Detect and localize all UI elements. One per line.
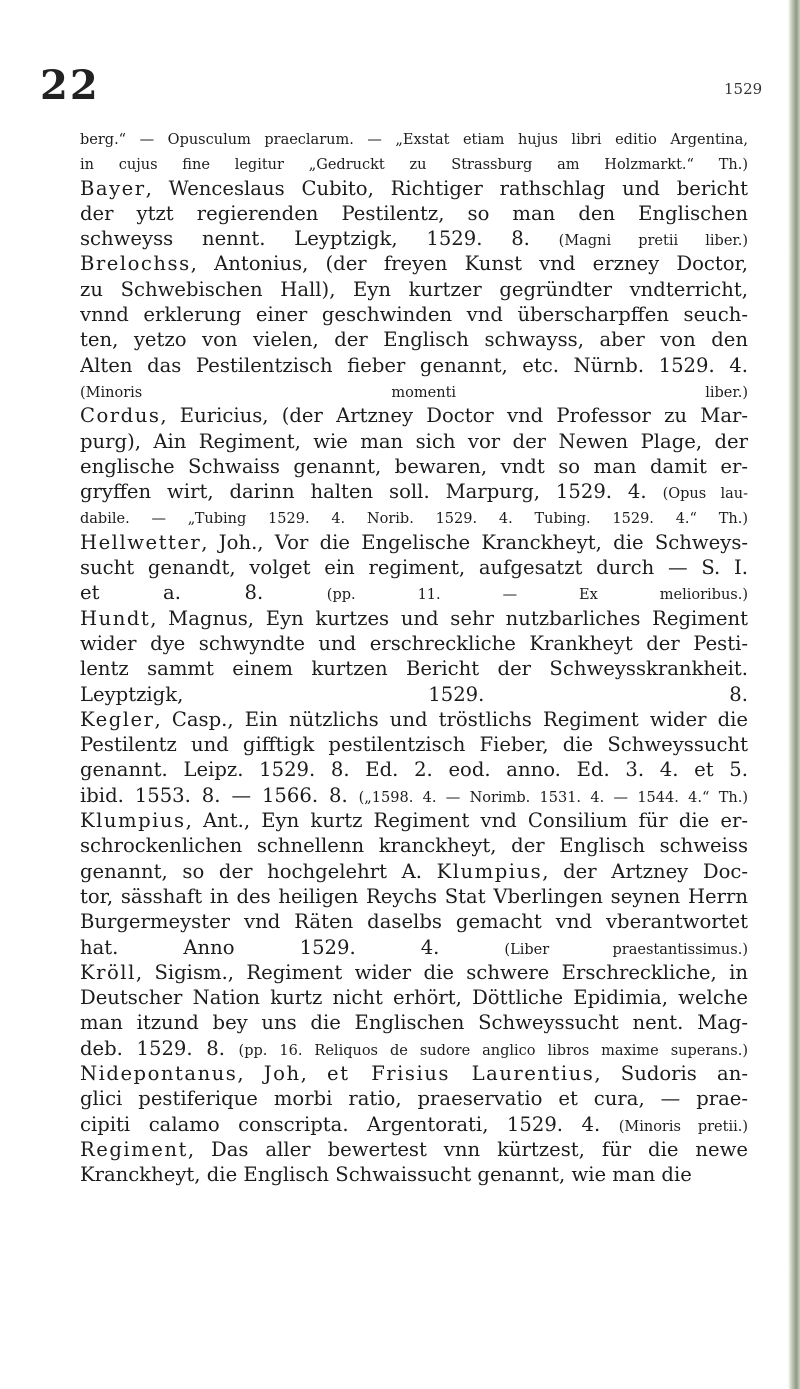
text-line: [80, 176, 748, 201]
author-name: Klumpius: [436, 859, 543, 883]
entry-text: englische Schwaiss genannt, bewaren, vndt so man damit er-: [80, 454, 748, 478]
entry-text: ,: [237, 1061, 264, 1085]
entry-text: der ytzt regierenden Pestilentz, so man den Englischen: [80, 201, 748, 225]
text-line: [80, 757, 748, 782]
text-line: [80, 606, 748, 631]
text-line: [80, 682, 748, 707]
annotation-text: (pp. 16. Reliquos de sudore anglico libros maxime superans.): [238, 1042, 748, 1059]
text-line: [80, 1086, 748, 1111]
text-line: [80, 201, 748, 226]
text-line: [80, 277, 748, 302]
page-edge-shadow: [788, 0, 800, 1389]
annotation-text: (Opus lau-: [662, 486, 748, 503]
entry-text: et a. 8.: [80, 581, 327, 605]
entry-text: wider dye schwyndte und erschreckliche Krankheyt der Pesti-: [80, 631, 748, 655]
annotation-text: berg.“ — Opusculum praeclarum. — „Exstat etiam hujus libri editio Argentina,: [80, 132, 748, 148]
text-line: [80, 479, 748, 504]
entry-text: , Euricius, (der Artzney Doctor vnd Professor zu Mar-: [160, 404, 748, 428]
entry-text: , Casp., Ein nützlichs und tröstlichs Regiment wider die: [154, 707, 748, 731]
text-line: [80, 1137, 748, 1162]
text-line: [80, 631, 748, 656]
entry-text: , Das aller bewertest vnn kürtzest, für die newe: [187, 1137, 748, 1161]
text-line: [80, 859, 748, 884]
text-line: [80, 504, 748, 529]
entry-text: Burgermeyster vnd Räten daselbs gemacht vnd vberantwortet: [80, 910, 748, 934]
annotation-text: („1598. 4. — Norimb. 1531. 4. — 1544. 4.“ Th.): [358, 789, 748, 806]
entry-text: , Antonius, (der freyen Kunst vnd erzney Doctor,: [190, 252, 748, 276]
entry-text: glici pestiferique morbi ratio, praeservatio et cura, — prae-: [80, 1087, 748, 1111]
entry-text: ,: [300, 1061, 328, 1085]
entry-text: tor, sässhaft in des heiligen Reychs Stat Vberlingen seynen Herrn: [80, 884, 748, 908]
entry-text: man itzund bey uns die Englischen Schweyssucht nent. Mag-: [80, 1011, 748, 1035]
entry-text: , Wenceslaus Cubito, Richtiger rathschlag und bericht: [145, 176, 748, 200]
text-line: [80, 327, 748, 352]
author-name: Klumpius: [80, 809, 186, 833]
author-name: Regiment: [80, 1137, 188, 1161]
text-line: [80, 429, 748, 454]
annotation-text: dabile. — „Tubing 1529. 4. Norib. 1529. 4. Tubing. 1529. 4.“ Th.): [80, 511, 748, 528]
text-line: [80, 884, 748, 909]
text-line: [80, 1036, 748, 1061]
text-line: [80, 1061, 748, 1086]
entry-text: , Joh., Vor die Engelische Kranckheyt, die Schweys-: [201, 530, 748, 554]
annotation-text: in cujus fine legitur „Gedruckt zu Strassburg am Holzmarkt.“ Th.): [80, 157, 748, 174]
author-name: Nidepontanus: [80, 1061, 238, 1085]
entry-text: cipiti calamo conscripta. Argentorati, 1529. 4.: [80, 1112, 619, 1136]
annotation-text: (pp. 11. — Ex melioribus.): [326, 587, 748, 604]
text-line: [80, 732, 748, 757]
author-name: Kegler: [80, 707, 155, 731]
annotation-text: (Minoris momenti liber.): [80, 384, 748, 401]
text-line: [80, 302, 748, 327]
entry-text: vnnd erklerung einer geschwinden vnd überscharpffen seuch-: [80, 303, 748, 327]
entry-text: schweyss nennt. Leyptzigk, 1529. 8.: [80, 227, 559, 251]
text-line: [80, 125, 748, 150]
author-name: Joh: [263, 1061, 301, 1085]
entry-text: gryffen wirt, darinn halten soll. Marpurg, 1529. 4.: [80, 480, 663, 504]
text-line: [80, 783, 748, 808]
text-line: [80, 960, 748, 985]
text-line: [80, 378, 748, 403]
author-name: et Frisius Laurentius: [327, 1061, 595, 1085]
entry-text: schrockenlichen schnellenn kranckheyt, der Englisch schweiss: [80, 834, 748, 858]
text-line: [80, 808, 748, 833]
annotation-text: (Magni pretii liber.): [558, 233, 748, 250]
text-line: [80, 580, 748, 605]
entry-text: purg), Ain Regiment, wie man sich vor der Newen Plage, der: [80, 429, 748, 453]
entry-text: sucht genandt, volget ein regiment, aufgesatzt durch — S. I.: [80, 556, 748, 580]
text-line: [80, 353, 748, 378]
annotation-text: (Liber praestantissimus.): [504, 941, 748, 958]
bibliography-text: [80, 125, 748, 1187]
text-line: [80, 454, 748, 479]
text-line: [80, 1010, 748, 1035]
author-name: Kröll: [80, 960, 136, 984]
entry-text: , Ant., Eyn kurtz Regiment vnd Consilium für die er-: [185, 809, 748, 833]
author-name: Bayer: [80, 176, 146, 200]
text-line: [80, 985, 748, 1010]
entry-text: , Magnus, Eyn kurtzes und sehr nutzbarliches Regiment: [150, 606, 748, 630]
text-line: [80, 403, 748, 428]
text-line: [80, 150, 748, 175]
page-number: 22: [40, 62, 100, 109]
text-line: [80, 1162, 748, 1187]
entry-text: , Sudoris an-: [594, 1061, 748, 1085]
entry-text: Pestilentz und gifftigk pestilentzisch Fieber, die Schweyssucht: [80, 733, 748, 757]
text-line: [80, 935, 748, 960]
entry-text: , Sigism., Regiment wider die schwere Erschreckliche, in: [135, 960, 748, 984]
running-header-year: 1529: [724, 80, 763, 98]
entry-text: ten, yetzo von vielen, der Englisch schwayss, aber von den: [80, 328, 748, 352]
author-name: Hundt: [80, 606, 151, 630]
text-line: [80, 251, 748, 276]
entry-text: Alten das Pestilentzisch fieber genannt, etc. Nürnb. 1529. 4.: [80, 353, 748, 377]
author-name: Cordus: [80, 404, 161, 428]
text-line: [80, 555, 748, 580]
text-line: [80, 656, 748, 681]
text-line: [80, 530, 748, 555]
text-line: [80, 226, 748, 251]
entry-text: Deutscher Nation kurtz nicht erhört, Döttliche Epidimia, welche: [80, 986, 748, 1010]
author-name: Brelochss: [80, 252, 191, 276]
entry-text: genannt, so der hochgelehrt A.: [80, 859, 437, 883]
text-line: [80, 707, 748, 732]
entry-text: hat. Anno 1529. 4.: [80, 935, 505, 959]
entry-text: genannt. Leipz. 1529. 8. Ed. 2. eod. anno. Ed. 3. 4. et 5.: [80, 758, 748, 782]
text-line: [80, 1112, 748, 1137]
annotation-text: (Minoris pretii.): [618, 1118, 748, 1135]
text-line: [80, 833, 748, 858]
text-line: [80, 909, 748, 934]
entry-text: deb. 1529. 8.: [80, 1036, 239, 1060]
author-name: Hellwetter: [80, 530, 202, 554]
entry-text: zu Schwebischen Hall), Eyn kurtzer gegründter vndterricht,: [80, 277, 748, 301]
entry-text: Leyptzigk, 1529. 8.: [80, 682, 748, 706]
entry-text: , der Artzney Doc-: [542, 859, 748, 883]
entry-text: Kranckheyt, die Englisch Schwaissucht genannt, wie man die: [80, 1163, 692, 1187]
entry-text: lentz sammt einem kurtzen Bericht der Schweysskrankheit.: [80, 657, 748, 681]
entry-text: ibid. 1553. 8. — 1566. 8.: [80, 783, 359, 807]
